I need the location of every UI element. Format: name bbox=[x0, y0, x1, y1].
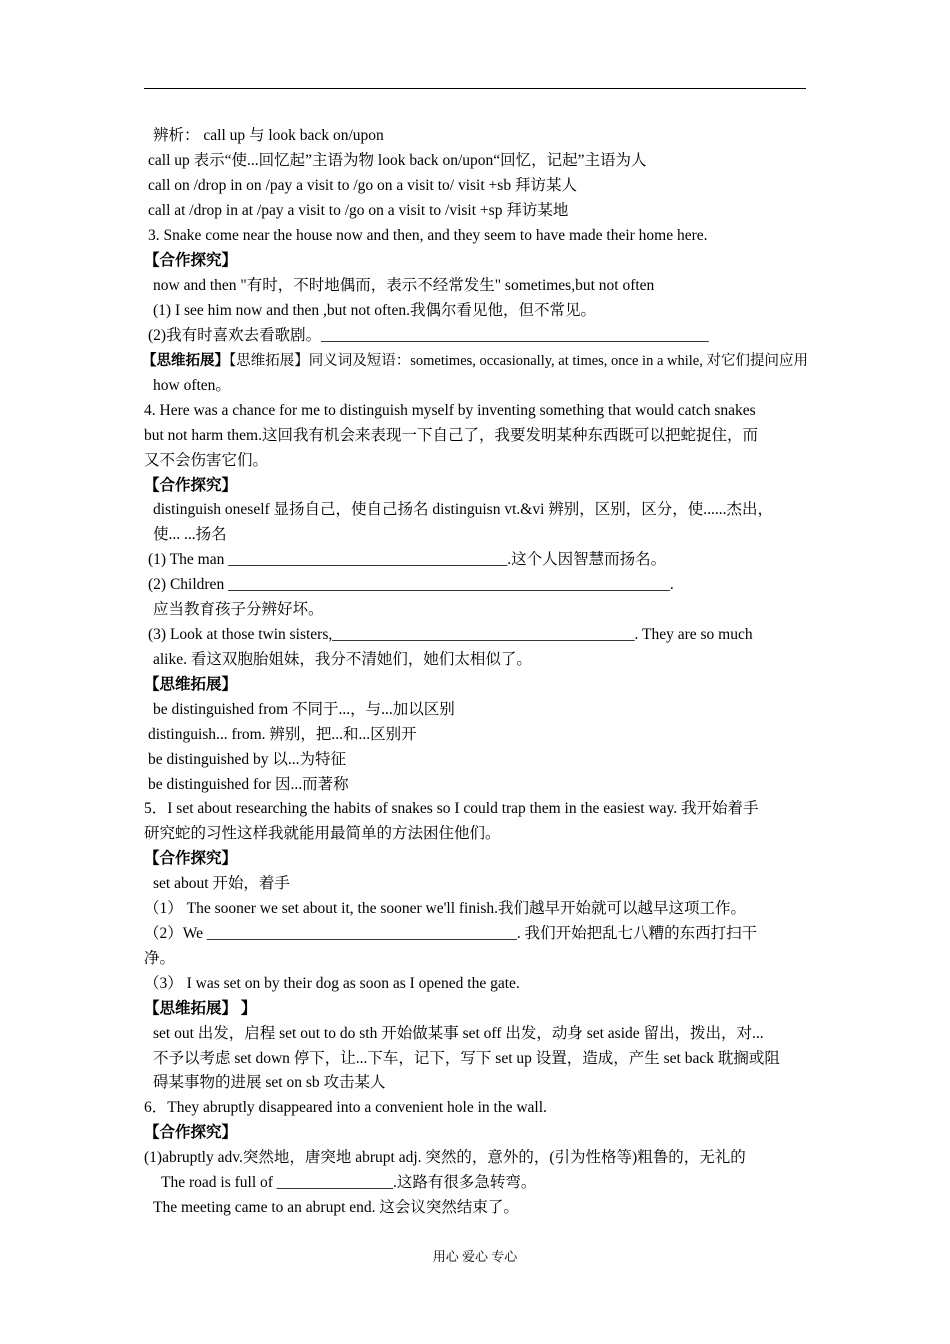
text-line: （1） The sooner we set about it, the sooner we'll finish.我们越早开始就可以越早这项工作。 bbox=[144, 900, 747, 917]
section-heading: 【思维拓展】【思维拓展】同义词及短语：sometimes, occasionally, at times, once in a while, 对它们提问应用 bbox=[142, 353, 808, 369]
section-heading: 【合作探究】 bbox=[144, 850, 238, 867]
text-line: 使... ...扬名 bbox=[153, 526, 227, 543]
text-line: distinguish... from. 辨别，把...和...区别开 bbox=[148, 726, 417, 743]
text-line: 5．I set about researching the habits of snakes so I could trap them in the easiest way. 我开始着手 bbox=[144, 800, 759, 817]
text-line: (1) The man ____________________________________.这个人因智慧而扬名。 bbox=[148, 551, 667, 568]
section-heading: 【思维拓展】 】 bbox=[144, 1000, 257, 1017]
text-line: set out 出发，启程 set out to do sth 开始做某事 set off 出发，动身 set aside 留出，拨出，对... bbox=[153, 1025, 764, 1042]
text-line: (1)abruptly adv.突然地，唐突地 abrupt adj. 突然的，意外的，(引为性格等)粗鲁的，无礼的 bbox=[144, 1149, 746, 1166]
text-line: set about 开始，着手 bbox=[153, 875, 290, 892]
text-line: （2）We ________________________________________. 我们开始把乱七八糟的东西打扫干 bbox=[144, 925, 758, 942]
text-line: be distinguished for 因...而著称 bbox=[148, 776, 349, 793]
page-footer: 用心 爱心 专心 bbox=[432, 1249, 518, 1264]
text-line: but not harm them.这回我有机会来表现一下自己了，我要发明某种东西既可以把蛇捉住，而 bbox=[144, 427, 758, 444]
text-line: distinguish oneself 显扬自己，使自己扬名 distinguisn vt.&vi 辨别，区别，区分，使......杰出， bbox=[153, 501, 774, 518]
text-line: (2)我有时喜欢去看歌剧。__________________________________________________ bbox=[148, 327, 709, 344]
text-line: 【思维拓展】同义词及短语：sometimes, occasionally, at times, once in a while, 对它们提问应用 bbox=[229, 353, 808, 369]
text-line: 4. Here was a chance for me to distinguish myself by inventing something that would catch snakes bbox=[144, 402, 756, 419]
header-rule bbox=[144, 88, 806, 89]
text-line: 研究蛇的习性这样我就能用最简单的方法困住他们。 bbox=[144, 825, 501, 842]
text-line: call up 表示“使...回忆起”主语为物 look back on/upon“回忆，记起”主语为人 bbox=[148, 152, 647, 169]
text-line: how often。 bbox=[153, 377, 231, 394]
section-heading: 【思维拓展】 bbox=[144, 676, 238, 693]
text-line: now and then "有时，不时地偶而，表示不经常发生" sometimes,but not often bbox=[153, 277, 655, 294]
text-line: (3) Look at those twin sisters,_______________________________________. They are so much bbox=[148, 626, 753, 643]
text-line: 碍某事物的进展 set on sb 攻击某人 bbox=[153, 1074, 386, 1091]
text-line: 又不会伤害它们。 bbox=[144, 452, 269, 469]
text-line: (2) Children _________________________________________________________. bbox=[148, 576, 674, 593]
section-heading: 【合作探究】 bbox=[144, 1124, 238, 1141]
text-line: be distinguished by 以...为特征 bbox=[148, 751, 347, 768]
text-line: alike. 看这双胞胎姐妹，我分不清她们，她们太相似了。 bbox=[153, 651, 532, 668]
text-line: 辨析： call up 与 look back on/upon bbox=[153, 127, 384, 144]
text-line: （3） I was set on by their dog as soon as I opened the gate. bbox=[144, 975, 520, 992]
text-line: 6．They abruptly disappeared into a convenient hole in the wall. bbox=[144, 1099, 547, 1116]
text-line: call on /drop in on /pay a visit to /go on a visit to/ visit +sb 拜访某人 bbox=[148, 177, 577, 194]
text-line: The meeting came to an abrupt end. 这会议突然结束了。 bbox=[153, 1199, 519, 1216]
text-line: 净。 bbox=[144, 950, 176, 967]
section-heading: 【合作探究】 bbox=[144, 252, 238, 269]
text-line: 应当教育孩子分辨好坏。 bbox=[153, 601, 324, 618]
text-line: 不予以考虑 set down 停下，让...下车，记下，写下 set up 设置，造成，产生 set back 耽搁或阻 bbox=[153, 1050, 780, 1067]
text-line: be distinguished from 不同于...，与...加以区别 bbox=[153, 701, 455, 718]
text-line: The road is full of _______________.这路有很多急转弯。 bbox=[161, 1174, 537, 1191]
text-line: 3. Snake come near the house now and then, and they seem to have made their home here. bbox=[148, 227, 708, 244]
text-line: call at /drop in at /pay a visit to /go on a visit to /visit +sp 拜访某地 bbox=[148, 202, 569, 219]
text-line: (1) I see him now and then ,but not often.我偶尔看见他，但不常见。 bbox=[153, 302, 596, 319]
section-heading: 【合作探究】 bbox=[144, 477, 238, 494]
